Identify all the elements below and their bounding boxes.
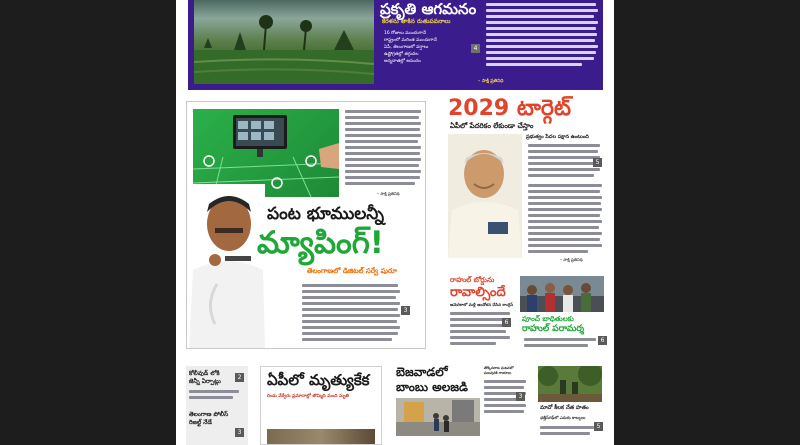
victims-page-badge: 6 bbox=[598, 336, 607, 345]
banner-byline: – సాక్షి ప్రతినిధి bbox=[478, 79, 504, 84]
rahul-page-badge: 6 bbox=[502, 318, 511, 327]
palm-trees-icon bbox=[194, 0, 374, 84]
mapping-byline: – సాక్షి ప్రతినిధి bbox=[377, 191, 400, 196]
mapping-headline-line2: మ్యాపింగ్! bbox=[257, 225, 384, 261]
ap-deaths-headline: ఏపీలో మృత్యుకేక bbox=[267, 371, 370, 389]
target-lead: ప్రభుత్వం పేదల పక్షాన ఉంటుంది bbox=[526, 134, 589, 140]
target-page-badge: 5 bbox=[593, 158, 602, 167]
police-sub: రిజల్ట్ నేడే bbox=[189, 419, 212, 426]
newspaper-page bbox=[176, 0, 614, 445]
mapping-kicker: తెలంగాణలో డిజిటల్ సర్వే షురూ bbox=[307, 267, 397, 275]
banner-page-badge: 4 bbox=[471, 44, 480, 53]
rahul-story[interactable] bbox=[444, 272, 516, 352]
crowd-photo bbox=[520, 276, 604, 312]
mapping-story[interactable] bbox=[186, 101, 426, 349]
banner-bullet: ఏపీ, తెలంగాణలో వర్షాలు bbox=[384, 45, 429, 50]
target-byline: – సాక్షి ప్రతినిధి bbox=[560, 257, 583, 262]
vijayawada-headline: బెజవాడలో bbox=[396, 365, 448, 379]
minister-portrait bbox=[187, 184, 265, 349]
mapping-page-badge: 3 bbox=[401, 306, 410, 315]
target-subhead: ఏపీలో పేదరికం లేకుండా చేస్తాం bbox=[450, 122, 534, 130]
forest-photo bbox=[538, 366, 602, 402]
banner-bullet: రాష్ట్రంలో మరింత ముందుగానే bbox=[384, 38, 437, 43]
rahul-headline: రావాల్సిందే bbox=[450, 285, 506, 300]
banner-bullet: అన్నదాతల్లో ఆనందం bbox=[384, 59, 421, 64]
kollywood-sub: జెన్నీ ఏర్పాట్లు bbox=[189, 378, 221, 385]
maoist-story[interactable] bbox=[538, 364, 604, 445]
vijayawada-story[interactable] bbox=[394, 360, 532, 445]
banner-headline: ప్రకృతి ఆగమనం bbox=[380, 0, 477, 18]
victims-headline: రాహుల్ పరామర్శ bbox=[522, 324, 585, 334]
rahul-visit-photo bbox=[520, 276, 604, 312]
cm-portrait bbox=[448, 134, 522, 258]
victims-kicker: పూంచ్ బాధితులకు bbox=[522, 315, 574, 323]
vijayawada-headline2: బాంబు అలజడి bbox=[396, 380, 468, 394]
minister-photo bbox=[187, 184, 265, 349]
maoist-sub: ఛత్తీస్‌గఢ్‌లో ఎదురు కాల్పులు bbox=[540, 415, 586, 420]
bottom-left-briefs[interactable] bbox=[186, 366, 248, 445]
police-page-badge: 3 bbox=[235, 428, 244, 437]
police-headline: తెలంగాణ పోలీస్ bbox=[189, 411, 229, 418]
target-headline: 2029 టార్గెట్ bbox=[448, 96, 571, 121]
ap-deaths-sub: రెండు వేర్వేరు ప్రమాదాల్లో తొమ్మిది మంది మృతి bbox=[267, 394, 349, 399]
banner-bullet: 16 రోజులు ముందుగానే bbox=[384, 31, 426, 36]
rahul-subhead: అమెరికాలో మళ్లీ ఆందోళన చేసిన కాంగ్రెస్ bbox=[450, 302, 514, 307]
street-photo bbox=[396, 398, 480, 436]
mapping-headline-line1: పంట భూములన్నీ bbox=[267, 204, 384, 224]
maoist-page-badge: 5 bbox=[594, 422, 603, 431]
top-banner[interactable] bbox=[188, 0, 603, 90]
maoist-headline: మావో కీలక నేత హతం bbox=[540, 405, 589, 411]
paddy-field-photo bbox=[194, 0, 374, 84]
target-story[interactable] bbox=[442, 92, 608, 268]
victims-story[interactable] bbox=[518, 272, 610, 352]
vijayawada-page-badge: 3 bbox=[516, 392, 525, 401]
bomb-scare-photo bbox=[396, 398, 480, 436]
rahul-kicker: రాహుల్ బోర్డును bbox=[450, 276, 495, 284]
banner-bullet: ఉష్ణోగ్రతల్లో తగ్గుదల bbox=[384, 52, 419, 57]
accident-photo bbox=[267, 429, 375, 445]
banner-subhead: కేరళను తాకిన రుతుపవనాలు bbox=[382, 18, 451, 25]
stampede-kicker: తొక్కిసలాట ఘటనలో పలువురికి గాయాలు bbox=[484, 366, 514, 375]
banner-bullets bbox=[384, 30, 480, 65]
ap-deaths-story[interactable] bbox=[260, 366, 382, 445]
kollywood-page-badge: 2 bbox=[235, 373, 244, 382]
kollywood-headline: కోలీవుడ్ లోకి bbox=[189, 370, 220, 377]
cm-photo bbox=[448, 134, 522, 258]
encounter-photo bbox=[538, 366, 602, 402]
